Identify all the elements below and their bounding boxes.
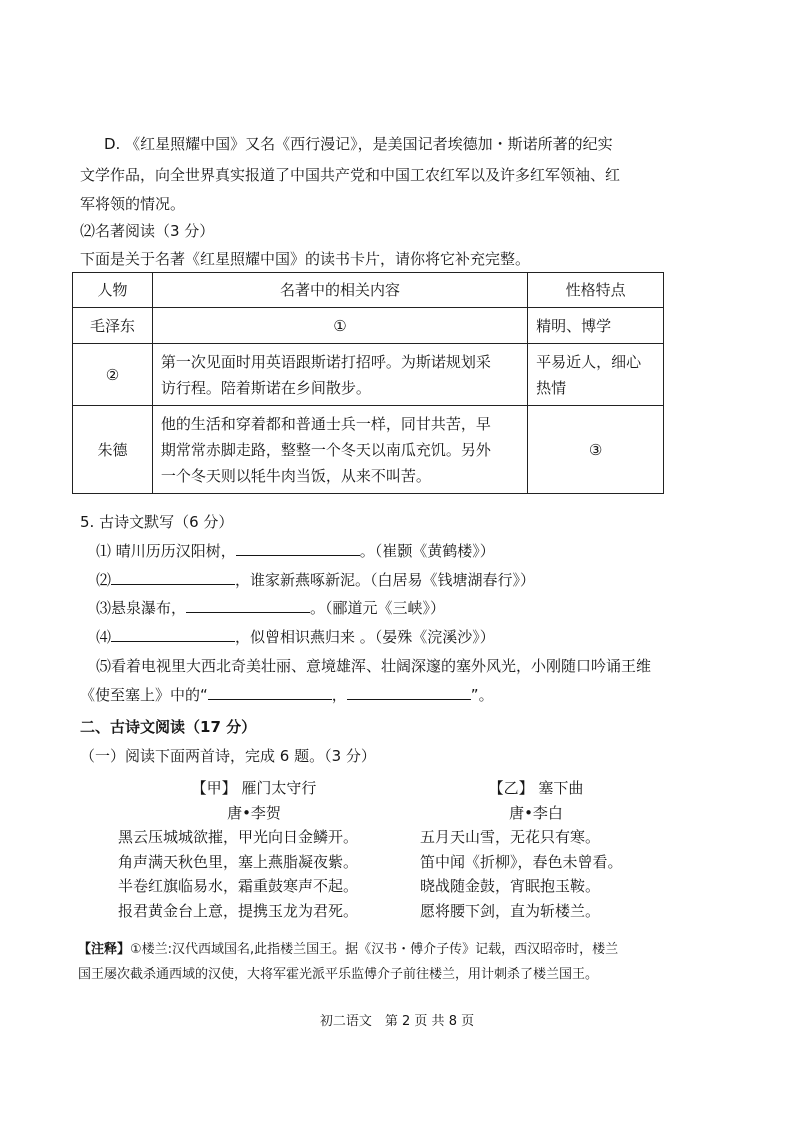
poem-yi-title: 【乙】 塞下曲 — [488, 779, 584, 797]
q5-item-4-prefix: ⑷ — [96, 628, 112, 646]
q5-item-3-suffix: 。（郦道元《三峡》） — [310, 599, 446, 617]
table-row — [73, 344, 664, 406]
q5-item-5-cont — [80, 685, 494, 705]
q5-item-5-comma: ， — [331, 686, 347, 704]
q5-item-2 — [96, 570, 535, 590]
poem-jia-line: 角声满天秋色里，塞上燕脂凝夜紫。 — [118, 852, 359, 871]
reading-intro: 下面是关于名著《红星照耀中国》的读书卡片，请你将它补充完整。 — [80, 250, 531, 268]
row-1-trait: 精明、博学 — [528, 308, 664, 344]
row-2-content-line-2: 访行程。陪着斯诺在乡间散步。 — [160, 378, 371, 397]
q5-item-3-blank[interactable] — [186, 598, 310, 613]
poem-jia-line: 报君黄金台上意，提携玉龙为君死。 — [118, 901, 359, 920]
note-line-1 — [78, 939, 618, 961]
q5-item-5-blank-2[interactable] — [347, 685, 471, 700]
row-3-trait: ③ — [528, 406, 664, 494]
q5-item-1-prefix: ⑴ 晴川历历汉阳树， — [96, 542, 236, 560]
q5-item-3 — [96, 598, 445, 618]
poem-jia-line: 半卷红旗临易水，霜重鼓寒声不起。 — [118, 877, 359, 895]
reading-card-table — [72, 272, 664, 494]
q5-heading: 5. 古诗文默写（6 分） — [80, 513, 234, 531]
option-d-line-1: D. 《红星照耀中国》又名《西行漫记》，是美国记者埃德加・斯诺所著的纪实 — [104, 135, 613, 153]
row-3-content-line-2: 期常常赤脚走路，整整一个冬天以南瓜充饥。另外 — [160, 440, 491, 459]
row-3-content-line-3: 一个冬天则以牦牛肉当饭，从来不叫苦。 — [160, 466, 431, 485]
row-3-content-line-1: 他的生活和穿着都和普通士兵一样，同甘共苦，早 — [160, 414, 491, 433]
q5-item-5-suffix: ”。 — [470, 686, 494, 704]
poem-jia-line: 黑云压城城欲摧，甲光向日金鳞开。 — [118, 828, 359, 846]
poem-jia-title: 【甲】 雁门太守行 — [191, 779, 317, 797]
row-2-person: ② — [73, 344, 153, 406]
q5-item-5-blank-1[interactable] — [208, 685, 332, 700]
q5-item-4-blank[interactable] — [111, 627, 235, 642]
row-3-person: 朱德 — [73, 406, 153, 494]
q5-item-2-prefix: ⑵ — [96, 571, 112, 589]
poem-yi-line: 晓战随金鼓，宵眠抱玉鞍。 — [420, 877, 601, 895]
row-2-trait-line-1: 平易近人，细心 — [536, 352, 642, 371]
q5-item-1-blank[interactable] — [236, 541, 360, 556]
poem-jia — [118, 776, 390, 923]
note-label: 【注释】 — [78, 942, 131, 957]
section-2-heading: 二、古诗文阅读（17 分） — [80, 718, 257, 736]
q5-item-2-blank[interactable] — [111, 570, 235, 585]
header-person: 人物 — [73, 273, 153, 308]
option-d-line-2: 文学作品，向全世界真实报道了中国共产党和中国工农红军以及许多红军领袖、红 — [80, 166, 621, 184]
poem-yi-line: 笛中闻《折柳》，春色未曾看。 — [420, 852, 623, 871]
row-2-content-line-1: 第一次见面时用英语跟斯诺打招呼。为斯诺规划采 — [160, 352, 491, 371]
poem-yi-author: 唐•李白 — [509, 803, 563, 822]
q5-item-4 — [96, 627, 495, 647]
q5-item-5-prefix: 《使至塞上》中的“ — [80, 686, 208, 704]
q5-item-4-suffix: ，似曾相识燕归来 。（晏殊《浣溪沙》） — [235, 628, 495, 646]
note-text-1: ①楼兰:汉代西域国名,此指楼兰国王。据《汉书・傅介子传》记载，西汉昭帝时，楼兰 — [130, 942, 619, 957]
q5-item-3-prefix: ⑶悬泉瀑布， — [96, 599, 187, 617]
table-row — [73, 308, 664, 344]
row-2-trait-line-2: 热情 — [536, 378, 567, 397]
page-footer: 初二语文 第 2 页 共 8 页 — [319, 1014, 475, 1029]
row-1-person: 毛泽东 — [73, 308, 153, 344]
header-content: 名著中的相关内容 — [152, 273, 527, 308]
row-3-content — [152, 406, 527, 494]
table-header-row — [73, 273, 664, 308]
poem-jia-author: 唐•李贺 — [227, 803, 281, 822]
table-row — [73, 406, 664, 494]
q5-item-5: ⑸看着电视里大西北奇美壮丽、意境雄浑、壮阔深邃的塞外风光，小刚随口吟诵王维 — [96, 657, 652, 675]
q5-item-1 — [96, 541, 495, 561]
row-1-content: ① — [152, 308, 527, 344]
poem-yi — [420, 776, 652, 923]
note-line-2: 国王屡次截杀通西域的汉使，大将军霍光派平乐监傅介子前往楼兰，用计刺杀了楼兰国王。 — [78, 967, 599, 982]
row-2-trait — [528, 344, 664, 406]
option-d-line-3: 军将领的情况。 — [80, 195, 186, 213]
poem-yi-line: 愿将腰下剑，直为斩楼兰。 — [420, 901, 601, 920]
q5-item-1-suffix: 。（崔颢《黄鹤楼》） — [359, 542, 495, 560]
reading-heading: ⑵名著阅读（3 分） — [80, 222, 215, 240]
row-2-content — [152, 344, 527, 406]
header-trait: 性格特点 — [528, 273, 664, 308]
section-2-subheading: （一）阅读下面两首诗，完成 6 题。（3 分） — [80, 747, 376, 765]
q5-item-2-suffix: ，谁家新燕啄新泥。（白居易《钱塘湖春行》） — [235, 571, 536, 589]
poem-yi-line: 五月天山雪，无花只有寒。 — [420, 828, 601, 846]
